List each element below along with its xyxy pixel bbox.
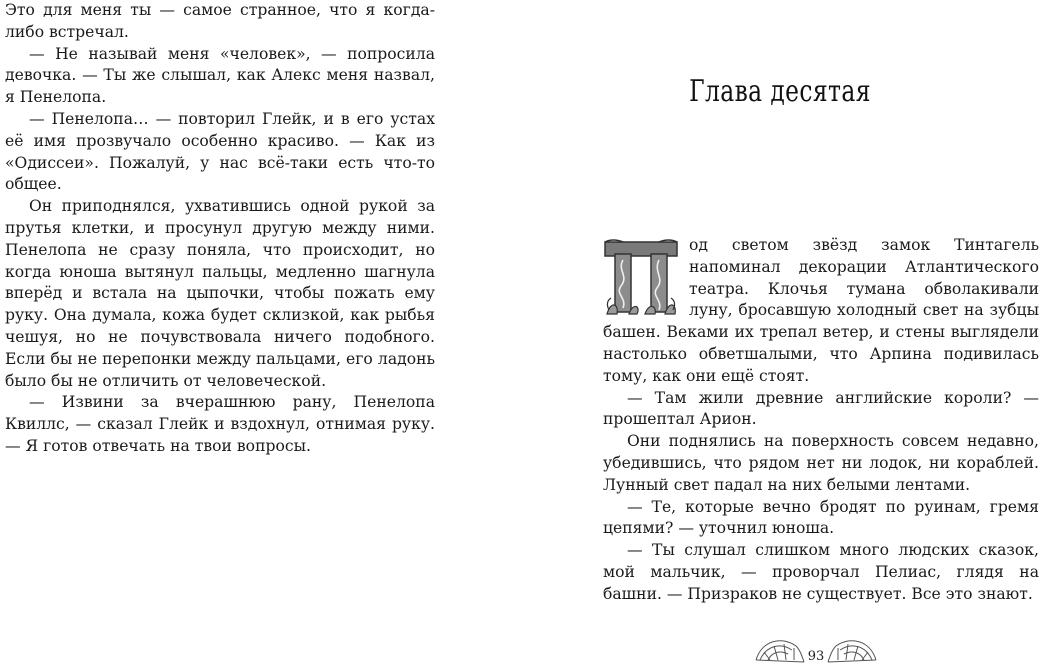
paragraph: — Там жили древние английские короли? — прошептал Арион. — [603, 388, 1039, 429]
first-paragraph-text: од светом звёзд замок Тинтагель напоминал декорации Атлантического театра. Клочья тумана обволакивали луну, бросавшую холодный свет на зубцы башен. Веками их трепал ветер, и стены выглядели настолько обветшалыми, что Арпина подивилась тому, как они ещё стоят. — [603, 236, 1039, 385]
first-paragraph — [603, 235, 1039, 388]
drop-cap-letter — [603, 238, 679, 318]
page-number: 93 — [807, 649, 825, 664]
paragraph: — Ты слушал слишком много людских сказок, мой мальчик, — проворчал Пелиас, глядя на башни. — Призраков не существует. Все это знают. — [603, 541, 1039, 603]
right-page-text — [603, 235, 1039, 606]
right-page — [520, 0, 1040, 669]
paragraph: Он приподнялся, ухватившись одной рукой за прутья клетки, и просунул другую между ними. Пенелопа не сразу поняла, что происходит, но когда юноша вытянул пальцы, медленно шагнула вперёд и встала на цыпочки, чтобы пожать ему руку. Она думала, кожа будет склизкой, как рыбья чешуя, но не почувствовала ничего подобного. Если бы не перепонки между пальцами, его ладонь было бы не отличить от человеческой. — [5, 197, 435, 390]
paragraph: — Пенелопа… — повторил Глейк, и в его устах её имя прозвучало особенно красиво. — Как из «Одиссеи». Пожалуй, у нас всё-таки есть что-то общее. — [5, 109, 435, 194]
paragraph: — Те, которые вечно бродят по руинам, гремя цепями? — уточнил юноша. — [603, 497, 1039, 538]
drop-cap-initial — [603, 238, 679, 318]
chapter-title: Глава десятая — [689, 74, 871, 109]
paragraph: Это для меня ты — самое странное, что я когда-либо встречал. — [5, 1, 435, 41]
paragraph: — Извини за вчерашнюю рану, Пенелопа Квиллс, — сказал Глейк и вздохнул, отнимая руку. — Я готов отвечать на твои вопросы. — [5, 393, 435, 455]
paragraph: — Не называй меня «человек», — попросила девочка. — Ты же слышал, как Алекс меня назвал, я Пенелопа. — [5, 44, 435, 107]
paragraph: Они поднялись на поверхность совсем недавно, убедившись, что рядом нет ни лодок, ни кораблей. Лунный свет падал на них белыми лентами. — [603, 432, 1039, 494]
left-page-text — [5, 0, 435, 458]
